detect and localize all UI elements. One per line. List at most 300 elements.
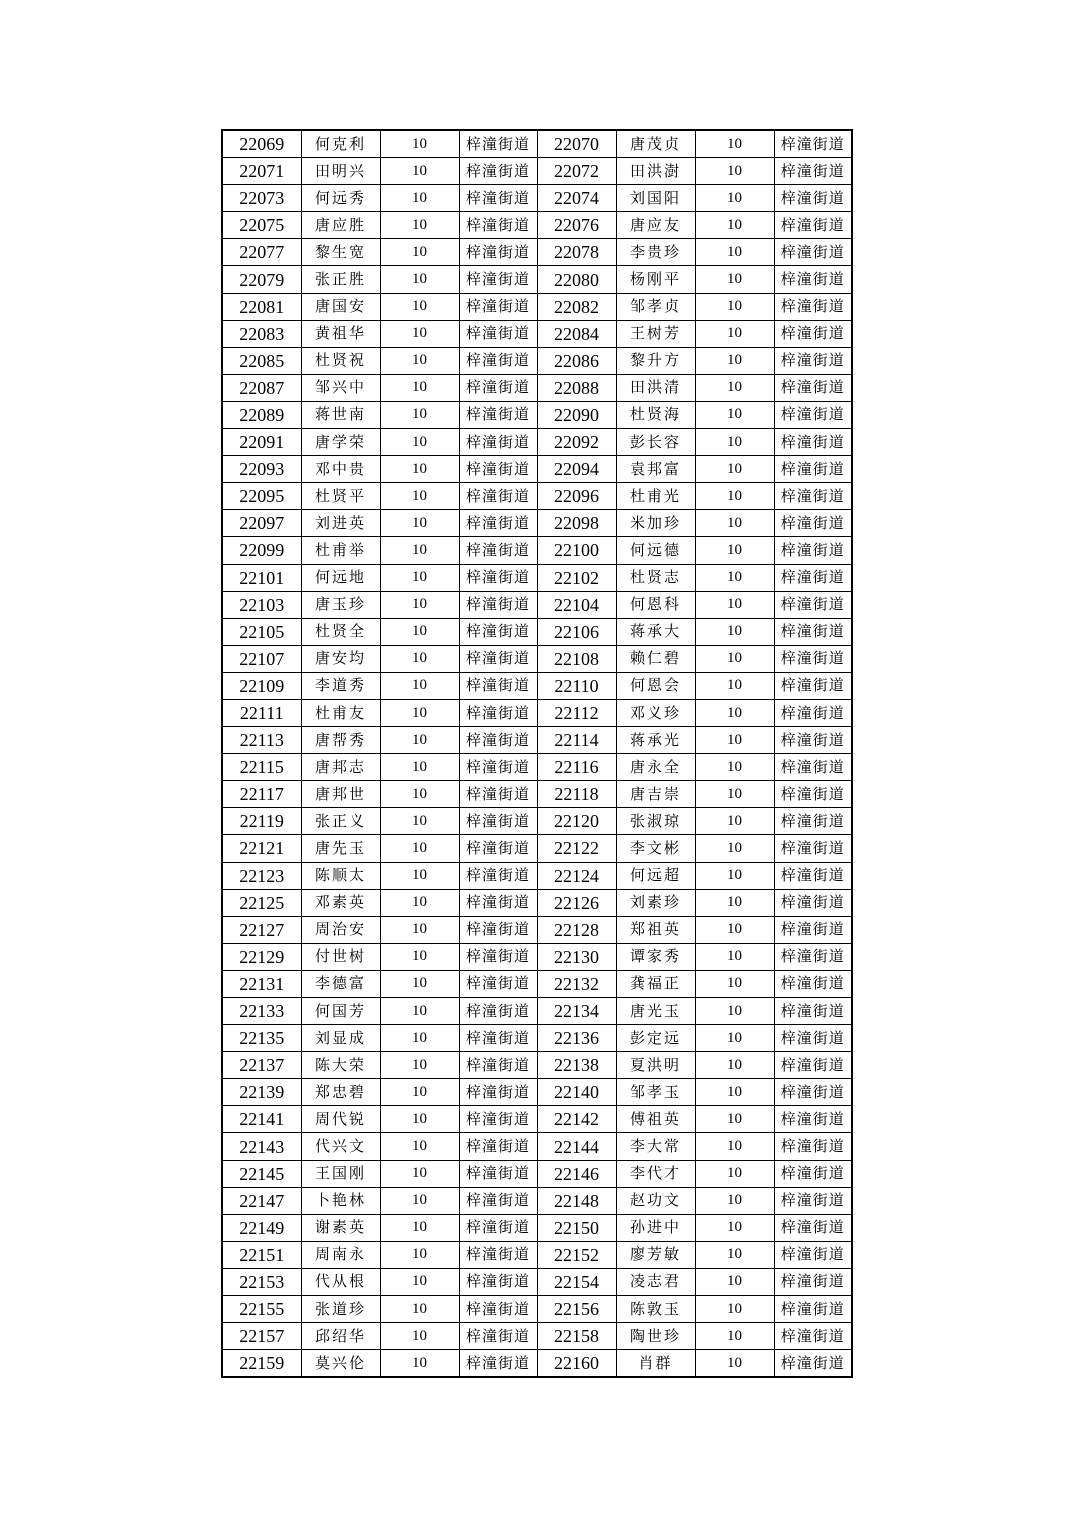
amount-cell: 10: [380, 293, 459, 320]
table-row: [222, 347, 852, 374]
amount-cell: 10: [695, 618, 774, 645]
table-row: [222, 1350, 852, 1378]
person-name-cell: 周南永: [301, 1241, 380, 1268]
person-name-cell: 李道秀: [301, 672, 380, 699]
amount-cell: 10: [380, 645, 459, 672]
record-id-cell: 22159: [222, 1350, 301, 1378]
record-id-cell: 22154: [537, 1268, 616, 1295]
amount-cell: 10: [380, 1296, 459, 1323]
table-row: [222, 1079, 852, 1106]
record-id-cell: 22123: [222, 862, 301, 889]
record-id-cell: 22095: [222, 483, 301, 510]
table-row: [222, 212, 852, 239]
amount-cell: 10: [695, 1350, 774, 1378]
amount-cell: 10: [380, 1052, 459, 1079]
table-row: [222, 1106, 852, 1133]
street-name-cell: 梓潼街道: [459, 564, 537, 591]
amount-cell: 10: [380, 510, 459, 537]
street-name-cell: 梓潼街道: [774, 1025, 852, 1052]
person-name-cell: 唐国安: [301, 293, 380, 320]
amount-cell: 10: [695, 1296, 774, 1323]
street-name-cell: 梓潼街道: [774, 1160, 852, 1187]
person-name-cell: 唐先玉: [301, 835, 380, 862]
amount-cell: 10: [695, 293, 774, 320]
table-row: [222, 1025, 852, 1052]
person-name-cell: 付世树: [301, 943, 380, 970]
street-name-cell: 梓潼街道: [774, 998, 852, 1025]
person-name-cell: 刘素珍: [616, 889, 695, 916]
street-name-cell: 梓潼街道: [774, 347, 852, 374]
record-id-cell: 22129: [222, 943, 301, 970]
amount-cell: 10: [695, 645, 774, 672]
street-name-cell: 梓潼街道: [459, 537, 537, 564]
record-id-cell: 22072: [537, 158, 616, 185]
person-name-cell: 何远地: [301, 564, 380, 591]
record-id-cell: 22077: [222, 239, 301, 266]
street-name-cell: 梓潼街道: [774, 429, 852, 456]
record-id-cell: 22160: [537, 1350, 616, 1378]
record-id-cell: 22110: [537, 672, 616, 699]
record-id-cell: 22126: [537, 889, 616, 916]
street-name-cell: 梓潼街道: [459, 591, 537, 618]
record-id-cell: 22092: [537, 429, 616, 456]
table-row: [222, 1296, 852, 1323]
amount-cell: 10: [380, 185, 459, 212]
person-name-cell: 孙进中: [616, 1214, 695, 1241]
table-row: [222, 1160, 852, 1187]
amount-cell: 10: [380, 1079, 459, 1106]
street-name-cell: 梓潼街道: [459, 1187, 537, 1214]
table-row: [222, 510, 852, 537]
person-name-cell: 杜甫友: [301, 699, 380, 726]
amount-cell: 10: [695, 699, 774, 726]
amount-cell: 10: [695, 1268, 774, 1295]
amount-cell: 10: [695, 239, 774, 266]
amount-cell: 10: [380, 1241, 459, 1268]
street-name-cell: 梓潼街道: [459, 212, 537, 239]
amount-cell: 10: [695, 1187, 774, 1214]
amount-cell: 10: [695, 808, 774, 835]
record-id-cell: 22131: [222, 970, 301, 997]
record-id-cell: 22093: [222, 456, 301, 483]
table-row: [222, 862, 852, 889]
amount-cell: 10: [380, 130, 459, 158]
person-name-cell: 彭定远: [616, 1025, 695, 1052]
street-name-cell: 梓潼街道: [774, 835, 852, 862]
table-row: [222, 1268, 852, 1295]
amount-cell: 10: [695, 591, 774, 618]
person-name-cell: 米加珍: [616, 510, 695, 537]
person-name-cell: 卜艳林: [301, 1187, 380, 1214]
person-name-cell: 唐邦志: [301, 754, 380, 781]
person-name-cell: 蒋承大: [616, 618, 695, 645]
street-name-cell: 梓潼街道: [459, 916, 537, 943]
street-name-cell: 梓潼街道: [774, 1241, 852, 1268]
street-name-cell: 梓潼街道: [459, 1079, 537, 1106]
amount-cell: 10: [695, 916, 774, 943]
street-name-cell: 梓潼街道: [459, 429, 537, 456]
street-name-cell: 梓潼街道: [459, 266, 537, 293]
amount-cell: 10: [695, 998, 774, 1025]
record-id-cell: 22140: [537, 1079, 616, 1106]
person-name-cell: 唐帮秀: [301, 727, 380, 754]
street-name-cell: 梓潼街道: [459, 672, 537, 699]
record-id-cell: 22088: [537, 374, 616, 401]
table-row: [222, 1214, 852, 1241]
table-row: [222, 239, 852, 266]
person-name-cell: 郑祖英: [616, 916, 695, 943]
table-row: [222, 158, 852, 185]
person-name-cell: 代从根: [301, 1268, 380, 1295]
person-name-cell: 张道珍: [301, 1296, 380, 1323]
street-name-cell: 梓潼街道: [774, 266, 852, 293]
record-id-cell: 22082: [537, 293, 616, 320]
record-id-cell: 22158: [537, 1323, 616, 1350]
street-name-cell: 梓潼街道: [459, 401, 537, 428]
person-name-cell: 龚福正: [616, 970, 695, 997]
amount-cell: 10: [380, 1350, 459, 1378]
amount-cell: 10: [380, 998, 459, 1025]
table-row: [222, 1052, 852, 1079]
street-name-cell: 梓潼街道: [459, 862, 537, 889]
person-name-cell: 王国刚: [301, 1160, 380, 1187]
person-name-cell: 邹孝贞: [616, 293, 695, 320]
person-name-cell: 杜甫举: [301, 537, 380, 564]
street-name-cell: 梓潼街道: [774, 456, 852, 483]
person-name-cell: 陶世珍: [616, 1323, 695, 1350]
street-name-cell: 梓潼街道: [459, 618, 537, 645]
amount-cell: 10: [380, 672, 459, 699]
roster-table-body: [222, 130, 852, 1377]
amount-cell: 10: [380, 212, 459, 239]
person-name-cell: 黎升方: [616, 347, 695, 374]
amount-cell: 10: [695, 862, 774, 889]
table-row: [222, 456, 852, 483]
person-name-cell: 彭长容: [616, 429, 695, 456]
street-name-cell: 梓潼街道: [459, 645, 537, 672]
amount-cell: 10: [695, 483, 774, 510]
street-name-cell: 梓潼街道: [459, 510, 537, 537]
record-id-cell: 22075: [222, 212, 301, 239]
street-name-cell: 梓潼街道: [774, 185, 852, 212]
amount-cell: 10: [380, 1268, 459, 1295]
street-name-cell: 梓潼街道: [774, 1268, 852, 1295]
person-name-cell: 王树芳: [616, 320, 695, 347]
street-name-cell: 梓潼街道: [459, 781, 537, 808]
table-row: [222, 320, 852, 347]
person-name-cell: 何克利: [301, 130, 380, 158]
record-id-cell: 22079: [222, 266, 301, 293]
record-id-cell: 22102: [537, 564, 616, 591]
record-id-cell: 22136: [537, 1025, 616, 1052]
person-name-cell: 杜贤祝: [301, 347, 380, 374]
amount-cell: 10: [695, 374, 774, 401]
street-name-cell: 梓潼街道: [459, 970, 537, 997]
table-row: [222, 672, 852, 699]
street-name-cell: 梓潼街道: [774, 1187, 852, 1214]
person-name-cell: 李贵珍: [616, 239, 695, 266]
amount-cell: 10: [380, 401, 459, 428]
street-name-cell: 梓潼街道: [459, 998, 537, 1025]
street-name-cell: 梓潼街道: [459, 483, 537, 510]
record-id-cell: 22096: [537, 483, 616, 510]
person-name-cell: 李德富: [301, 970, 380, 997]
person-name-cell: 何远德: [616, 537, 695, 564]
street-name-cell: 梓潼街道: [459, 1160, 537, 1187]
amount-cell: 10: [695, 185, 774, 212]
record-id-cell: 22114: [537, 727, 616, 754]
table-row: [222, 727, 852, 754]
person-name-cell: 周治安: [301, 916, 380, 943]
person-name-cell: 莫兴伦: [301, 1350, 380, 1378]
amount-cell: 10: [380, 456, 459, 483]
street-name-cell: 梓潼街道: [459, 1350, 537, 1378]
table-row: [222, 429, 852, 456]
table-row: [222, 1187, 852, 1214]
record-id-cell: 22143: [222, 1133, 301, 1160]
street-name-cell: 梓潼街道: [774, 158, 852, 185]
person-name-cell: 何远秀: [301, 185, 380, 212]
street-name-cell: 梓潼街道: [774, 591, 852, 618]
record-id-cell: 22111: [222, 699, 301, 726]
person-name-cell: 杜贤志: [616, 564, 695, 591]
street-name-cell: 梓潼街道: [774, 293, 852, 320]
record-id-cell: 22113: [222, 727, 301, 754]
person-name-cell: 唐茂贞: [616, 130, 695, 158]
record-id-cell: 22150: [537, 1214, 616, 1241]
street-name-cell: 梓潼街道: [459, 1025, 537, 1052]
table-row: [222, 185, 852, 212]
street-name-cell: 梓潼街道: [459, 727, 537, 754]
amount-cell: 10: [380, 429, 459, 456]
amount-cell: 10: [380, 1187, 459, 1214]
record-id-cell: 22104: [537, 591, 616, 618]
amount-cell: 10: [695, 1214, 774, 1241]
amount-cell: 10: [380, 266, 459, 293]
record-id-cell: 22091: [222, 429, 301, 456]
record-id-cell: 22115: [222, 754, 301, 781]
person-name-cell: 赖仁碧: [616, 645, 695, 672]
street-name-cell: 梓潼街道: [774, 916, 852, 943]
table-row: [222, 537, 852, 564]
street-name-cell: 梓潼街道: [459, 1268, 537, 1295]
street-name-cell: 梓潼街道: [774, 130, 852, 158]
street-name-cell: 梓潼街道: [774, 1079, 852, 1106]
person-name-cell: 杜贤海: [616, 401, 695, 428]
street-name-cell: 梓潼街道: [459, 889, 537, 916]
record-id-cell: 22083: [222, 320, 301, 347]
record-id-cell: 22139: [222, 1079, 301, 1106]
person-name-cell: 邓素英: [301, 889, 380, 916]
record-id-cell: 22138: [537, 1052, 616, 1079]
amount-cell: 10: [380, 1025, 459, 1052]
street-name-cell: 梓潼街道: [774, 483, 852, 510]
person-name-cell: 邹兴中: [301, 374, 380, 401]
table-row: [222, 699, 852, 726]
street-name-cell: 梓潼街道: [774, 781, 852, 808]
record-id-cell: 22149: [222, 1214, 301, 1241]
amount-cell: 10: [695, 1025, 774, 1052]
street-name-cell: 梓潼街道: [774, 1214, 852, 1241]
table-row: [222, 645, 852, 672]
amount-cell: 10: [695, 429, 774, 456]
person-name-cell: 唐学荣: [301, 429, 380, 456]
amount-cell: 10: [695, 672, 774, 699]
amount-cell: 10: [380, 618, 459, 645]
record-id-cell: 22090: [537, 401, 616, 428]
amount-cell: 10: [695, 1106, 774, 1133]
record-id-cell: 22112: [537, 699, 616, 726]
amount-cell: 10: [380, 591, 459, 618]
amount-cell: 10: [695, 1323, 774, 1350]
person-name-cell: 张正义: [301, 808, 380, 835]
amount-cell: 10: [380, 1323, 459, 1350]
amount-cell: 10: [380, 158, 459, 185]
person-name-cell: 代兴文: [301, 1133, 380, 1160]
street-name-cell: 梓潼街道: [459, 1214, 537, 1241]
street-name-cell: 梓潼街道: [459, 1052, 537, 1079]
person-name-cell: 唐玉珍: [301, 591, 380, 618]
record-id-cell: 22146: [537, 1160, 616, 1187]
amount-cell: 10: [380, 537, 459, 564]
table-row: [222, 374, 852, 401]
street-name-cell: 梓潼街道: [459, 1133, 537, 1160]
person-name-cell: 黄祖华: [301, 320, 380, 347]
person-name-cell: 赵功文: [616, 1187, 695, 1214]
record-id-cell: 22074: [537, 185, 616, 212]
table-row: [222, 781, 852, 808]
record-id-cell: 22122: [537, 835, 616, 862]
amount-cell: 10: [695, 510, 774, 537]
record-id-cell: 22085: [222, 347, 301, 374]
street-name-cell: 梓潼街道: [774, 1323, 852, 1350]
street-name-cell: 梓潼街道: [774, 645, 852, 672]
person-name-cell: 邹孝玉: [616, 1079, 695, 1106]
person-name-cell: 唐吉崇: [616, 781, 695, 808]
amount-cell: 10: [380, 699, 459, 726]
amount-cell: 10: [380, 483, 459, 510]
table-row: [222, 889, 852, 916]
person-name-cell: 何恩会: [616, 672, 695, 699]
table-row: [222, 970, 852, 997]
amount-cell: 10: [695, 970, 774, 997]
amount-cell: 10: [380, 835, 459, 862]
amount-cell: 10: [695, 1133, 774, 1160]
person-name-cell: 谢素英: [301, 1214, 380, 1241]
person-name-cell: 何远超: [616, 862, 695, 889]
table-row: [222, 130, 852, 158]
record-id-cell: 22094: [537, 456, 616, 483]
table-row: [222, 1133, 852, 1160]
amount-cell: 10: [695, 130, 774, 158]
amount-cell: 10: [380, 1214, 459, 1241]
street-name-cell: 梓潼街道: [459, 943, 537, 970]
amount-cell: 10: [695, 889, 774, 916]
record-id-cell: 22137: [222, 1052, 301, 1079]
record-id-cell: 22073: [222, 185, 301, 212]
table-row: [222, 916, 852, 943]
record-id-cell: 22100: [537, 537, 616, 564]
amount-cell: 10: [380, 320, 459, 347]
amount-cell: 10: [695, 781, 774, 808]
record-id-cell: 22119: [222, 808, 301, 835]
street-name-cell: 梓潼街道: [774, 510, 852, 537]
person-name-cell: 凌志君: [616, 1268, 695, 1295]
street-name-cell: 梓潼街道: [774, 374, 852, 401]
record-id-cell: 22145: [222, 1160, 301, 1187]
street-name-cell: 梓潼街道: [459, 293, 537, 320]
record-id-cell: 22134: [537, 998, 616, 1025]
person-name-cell: 袁邦富: [616, 456, 695, 483]
person-name-cell: 唐邦世: [301, 781, 380, 808]
amount-cell: 10: [380, 943, 459, 970]
person-name-cell: 蒋承光: [616, 727, 695, 754]
table-row: [222, 401, 852, 428]
amount-cell: 10: [380, 1133, 459, 1160]
street-name-cell: 梓潼街道: [774, 699, 852, 726]
table-row: [222, 266, 852, 293]
amount-cell: 10: [380, 727, 459, 754]
person-name-cell: 张淑琼: [616, 808, 695, 835]
person-name-cell: 唐永全: [616, 754, 695, 781]
amount-cell: 10: [380, 1160, 459, 1187]
record-id-cell: 22133: [222, 998, 301, 1025]
amount-cell: 10: [695, 754, 774, 781]
amount-cell: 10: [380, 862, 459, 889]
person-name-cell: 李大常: [616, 1133, 695, 1160]
person-name-cell: 谭家秀: [616, 943, 695, 970]
amount-cell: 10: [695, 537, 774, 564]
street-name-cell: 梓潼街道: [774, 1133, 852, 1160]
person-name-cell: 陈顺太: [301, 862, 380, 889]
street-name-cell: 梓潼街道: [774, 672, 852, 699]
street-name-cell: 梓潼街道: [774, 808, 852, 835]
street-name-cell: 梓潼街道: [459, 320, 537, 347]
table-row: [222, 618, 852, 645]
record-id-cell: 22144: [537, 1133, 616, 1160]
amount-cell: 10: [380, 754, 459, 781]
street-name-cell: 梓潼街道: [459, 239, 537, 266]
amount-cell: 10: [380, 916, 459, 943]
street-name-cell: 梓潼街道: [774, 1052, 852, 1079]
table-row: [222, 483, 852, 510]
record-id-cell: 22157: [222, 1323, 301, 1350]
record-id-cell: 22081: [222, 293, 301, 320]
amount-cell: 10: [695, 158, 774, 185]
person-name-cell: 陈大荣: [301, 1052, 380, 1079]
person-name-cell: 田洪清: [616, 374, 695, 401]
person-name-cell: 刘显成: [301, 1025, 380, 1052]
record-id-cell: 22101: [222, 564, 301, 591]
record-id-cell: 22109: [222, 672, 301, 699]
amount-cell: 10: [695, 943, 774, 970]
person-name-cell: 杜贤平: [301, 483, 380, 510]
amount-cell: 10: [695, 401, 774, 428]
record-id-cell: 22130: [537, 943, 616, 970]
record-id-cell: 22076: [537, 212, 616, 239]
street-name-cell: 梓潼街道: [459, 456, 537, 483]
street-name-cell: 梓潼街道: [774, 239, 852, 266]
person-name-cell: 田洪澍: [616, 158, 695, 185]
record-id-cell: 22084: [537, 320, 616, 347]
record-id-cell: 22105: [222, 618, 301, 645]
record-id-cell: 22087: [222, 374, 301, 401]
street-name-cell: 梓潼街道: [459, 699, 537, 726]
person-name-cell: 唐安均: [301, 645, 380, 672]
person-name-cell: 郑忠碧: [301, 1079, 380, 1106]
table-row: [222, 998, 852, 1025]
street-name-cell: 梓潼街道: [459, 158, 537, 185]
